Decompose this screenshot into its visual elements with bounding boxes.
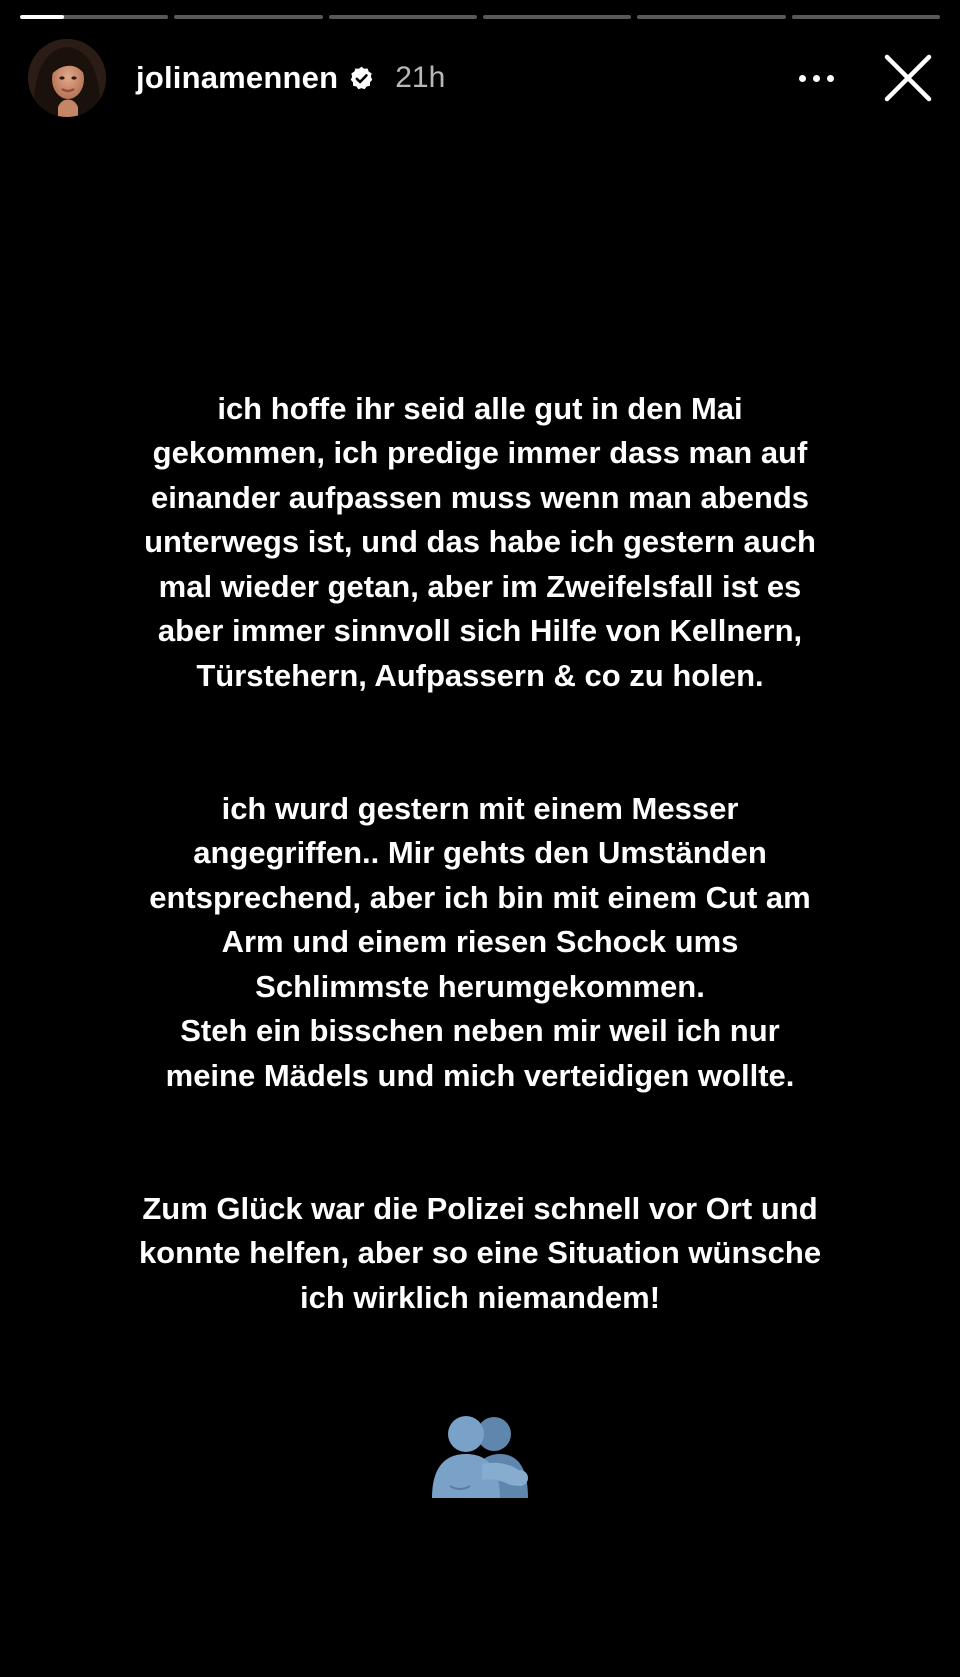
progress-fill-1 — [20, 15, 64, 19]
more-icon-dot — [827, 75, 834, 82]
story-text — [60, 342, 900, 1365]
story-paragraph-2: ich wurd gestern mit einem Messer angegriffen.. Mir gehts den Umständen entsprechend, aber ich bin mit einem Cut am Arm und einem riesen Schock ums Schlimmste herumgekommen. Steh ein bisschen neben mir weil ich nur meine Mädels und mich verteidigen wollte. — [149, 790, 811, 1093]
progress-segment-6 — [792, 15, 940, 19]
progress-segment-3 — [329, 15, 477, 19]
progress-segment-2 — [174, 15, 322, 19]
more-icon-dot — [813, 75, 820, 82]
story-paragraph-3: Zum Glück war die Polizei schnell vor Ort und konnte helfen, aber so eine Situation wünsche ich wirklich niemandem! — [138, 1190, 822, 1315]
more-options-button[interactable] — [788, 58, 844, 98]
username[interactable]: jolinamennen — [136, 60, 339, 95]
story-header — [28, 38, 936, 118]
progress-segment-5 — [637, 15, 785, 19]
progress-segment-4 — [483, 15, 631, 19]
more-icon-dot — [799, 75, 806, 82]
post-timestamp: 21h — [395, 61, 446, 94]
avatar-image — [28, 39, 106, 117]
close-icon — [882, 52, 934, 104]
story-progress-bar — [20, 15, 940, 19]
close-button[interactable] — [880, 50, 936, 106]
verified-badge-icon — [348, 65, 375, 92]
avatar[interactable] — [28, 39, 106, 117]
story-paragraph-1: ich hoffe ihr seid alle gut in den Mai gekommen, ich predige immer dass man auf einander aufpassen muss wenn man abends unterwegs ist, und das habe ich gestern auch mal wieder getan, aber im Zweifelsfall ist es aber immer sinnvoll sich Hilfe von Kellnern, Türstehern, Aufpassern & co zu holen. — [144, 390, 816, 693]
progress-segment-1 — [20, 15, 168, 19]
people-hugging-emoji — [430, 1410, 530, 1498]
